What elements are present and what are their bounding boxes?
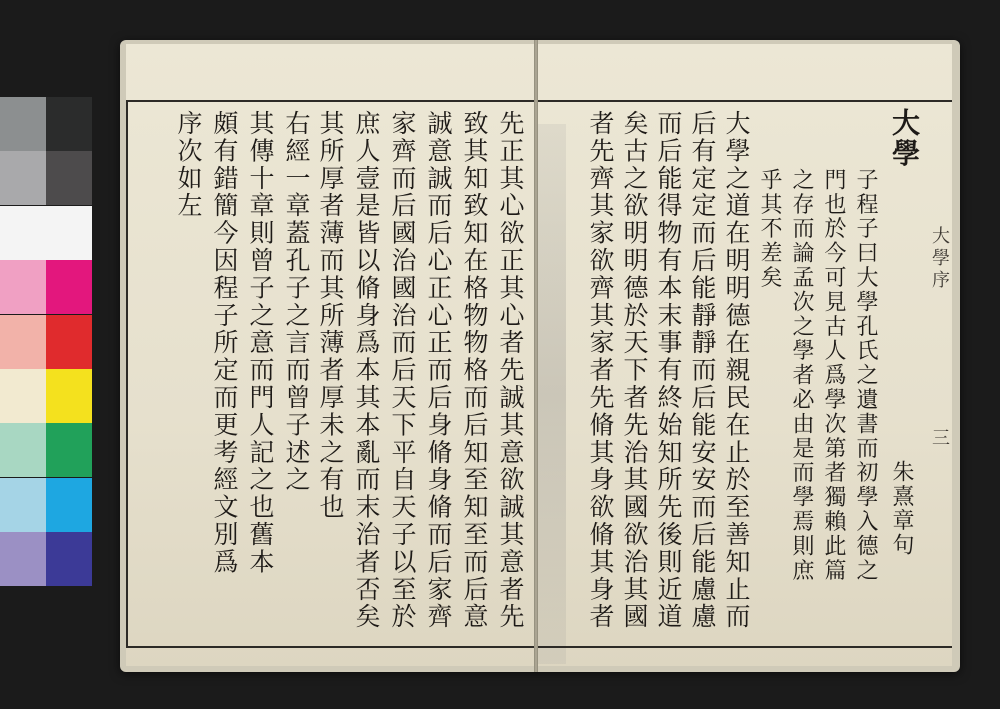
- preface-column: 子程子曰大學孔氏之遺書而初學入德之: [853, 168, 878, 583]
- text-column: 其傳十章則曾子之意而門人記之也舊本: [246, 110, 275, 576]
- color-swatch: [0, 478, 46, 532]
- right-page: [538, 44, 952, 666]
- text-column: 家齊而后國治國治而后天下平自天子以至於: [388, 110, 417, 631]
- color-swatch: [46, 532, 92, 586]
- left-page: [126, 44, 534, 666]
- color-swatch: [0, 369, 46, 423]
- right-page-text: [538, 108, 952, 644]
- right-page-bottom-rule: [538, 646, 952, 648]
- text-column: 而后能得物有本末事有終始知所先後則近道: [654, 110, 683, 631]
- left-page-bottom-rule: [126, 646, 534, 648]
- color-swatch: [46, 369, 92, 423]
- color-swatch: [46, 97, 92, 151]
- text-column: 者先齊其家欲齊其家者先脩其身欲脩其身者: [586, 110, 615, 631]
- text-column: 后有定定而后能靜靜而后能安安而后能慮慮: [688, 110, 717, 631]
- color-swatch: [0, 206, 46, 260]
- color-swatch: [0, 151, 46, 205]
- color-swatch: [46, 206, 92, 260]
- text-column: 先正其心欲正其心者先誠其意欲誠其意者先: [496, 110, 525, 631]
- color-swatch: [46, 151, 92, 205]
- right-page-top-rule: [538, 100, 952, 102]
- color-swatch: [46, 260, 92, 314]
- color-calibration-strip: [0, 97, 92, 587]
- color-swatch: [0, 423, 46, 477]
- color-swatch: [0, 97, 46, 151]
- text-column: 庶人壹是皆以脩身爲本其本亂而末治者否矣: [352, 110, 381, 631]
- book-title: 大學: [888, 108, 921, 169]
- color-swatch: [0, 315, 46, 369]
- color-swatch: [46, 315, 92, 369]
- text-column: 序次如左: [174, 110, 203, 220]
- text-column: 其所厚者薄而其所薄者厚未之有也: [316, 110, 345, 521]
- color-swatch: [46, 478, 92, 532]
- author-attribution: 朱熹章句: [889, 460, 914, 558]
- text-column: 矣古之欲明明德於天下者先治其國欲治其國: [620, 110, 649, 631]
- preface-column: 門也於今可見古人爲學次第者獨賴此篇: [821, 168, 846, 583]
- text-column: 右經一章蓋孔子之言而曾子述之: [282, 110, 311, 494]
- open-book: [120, 40, 960, 672]
- text-column: 大學之道在明明德在親民在止於至善知止而: [722, 110, 751, 631]
- text-column: 誠意誠而后心正心正而后身脩身脩而后家齊: [424, 110, 453, 631]
- color-swatch: [46, 423, 92, 477]
- margin-label: 大學序: [929, 226, 950, 292]
- margin-page-number: 三: [929, 428, 950, 450]
- color-swatch: [0, 260, 46, 314]
- preface-column: 乎其不差矣: [757, 168, 782, 290]
- preface-column: 之存而論孟次之學者必由是而學焉則庶: [789, 168, 814, 583]
- color-swatch: [0, 532, 46, 586]
- left-page-top-rule: [126, 100, 534, 102]
- text-column: 致其知致知在格物物格而后知至知至而后意: [460, 110, 489, 631]
- left-page-text: [126, 108, 534, 644]
- text-column: 頗有錯簡今因程子所定而更考經文別爲: [210, 110, 239, 576]
